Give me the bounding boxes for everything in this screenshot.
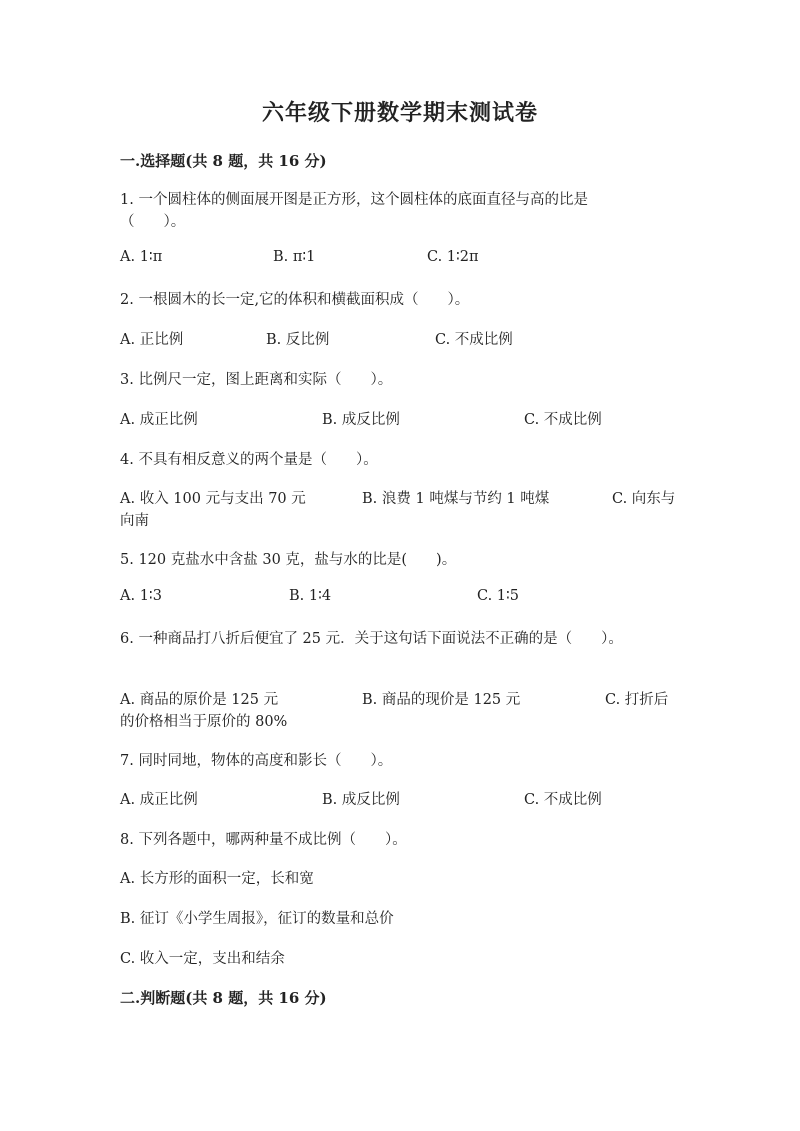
- question-7-option-b: B. 成反比例: [322, 792, 400, 808]
- section-heading-choice: 一.选择题(共 8 题，共 16 分): [120, 152, 327, 170]
- question-5-option-b: B. 1∶4: [289, 588, 332, 604]
- question-6-stem: 6. 一种商品打八折后便宜了 25 元．关于这句话下面说法不正确的是（ ）。: [120, 631, 623, 647]
- question-3-option-b: B. 成反比例: [322, 412, 400, 428]
- question-8-option-c: C. 收入一定，支出和结余: [120, 951, 285, 967]
- question-6-option-a: A. 商品的原价是 125 元: [120, 692, 279, 708]
- page-title: 六年级下册数学期末测试卷: [261, 100, 538, 126]
- question-7-stem: 7. 同时同地，物体的高度和影长（ ）。: [120, 753, 393, 769]
- question-2-option-c: C. 不成比例: [435, 332, 513, 348]
- question-6-option-c: C. 打折后: [605, 692, 669, 708]
- question-8-stem: 8. 下列各题中，哪两种量不成比例（ ）。: [120, 832, 407, 848]
- question-8-option-b: B. 征订《小学生周报》，征订的数量和总价: [120, 911, 394, 927]
- question-6-option-b: B. 商品的现价是 125 元: [362, 692, 521, 708]
- question-8-option-a: A. 长方形的面积一定，长和宽: [120, 871, 314, 887]
- question-5-stem: 5. 120 克盐水中含盐 30 克，盐与水的比是( )。: [120, 552, 457, 568]
- question-7-option-a: A. 成正比例: [120, 792, 198, 808]
- question-5-option-a: A. 1∶3: [120, 588, 162, 604]
- question-4-option-b: B. 浪费 1 吨煤与节约 1 吨煤: [362, 491, 550, 507]
- question-4-option-a: A. 收入 100 元与支出 70 元: [120, 491, 306, 507]
- question-1-stem-cont: （ ）。: [120, 214, 186, 230]
- question-6-option-c-cont: 的价格相当于原价的 80%: [120, 714, 288, 730]
- section-heading-judgement: 二.判断题(共 8 题，共 16 分): [120, 989, 327, 1007]
- question-1-option-b: B. π∶1: [273, 249, 316, 265]
- question-4-option-c-cont: 向南: [120, 513, 149, 529]
- question-2-option-b: B. 反比例: [266, 332, 330, 348]
- question-3-option-a: A. 成正比例: [120, 412, 198, 428]
- question-4-stem: 4. 不具有相反意义的两个量是（ ）。: [120, 452, 378, 468]
- question-1-stem: 1. 一个圆柱体的侧面展开图是正方形，这个圆柱体的底面直径与高的比是: [120, 192, 588, 208]
- question-1-option-a: A. 1∶π: [120, 249, 163, 265]
- question-7-option-c: C. 不成比例: [524, 792, 602, 808]
- question-5-option-c: C. 1∶5: [477, 588, 520, 604]
- question-2-option-a: A. 正比例: [120, 332, 184, 348]
- question-4-option-c: C. 向东与: [612, 491, 676, 507]
- question-3-option-c: C. 不成比例: [524, 412, 602, 428]
- question-2-stem: 2. 一根圆木的长一定,它的体积和横截面积成（ ）。: [120, 292, 470, 308]
- question-3-stem: 3. 比例尺一定，图上距离和实际（ ）。: [120, 372, 393, 388]
- question-1-option-c: C. 1∶2π: [427, 249, 479, 265]
